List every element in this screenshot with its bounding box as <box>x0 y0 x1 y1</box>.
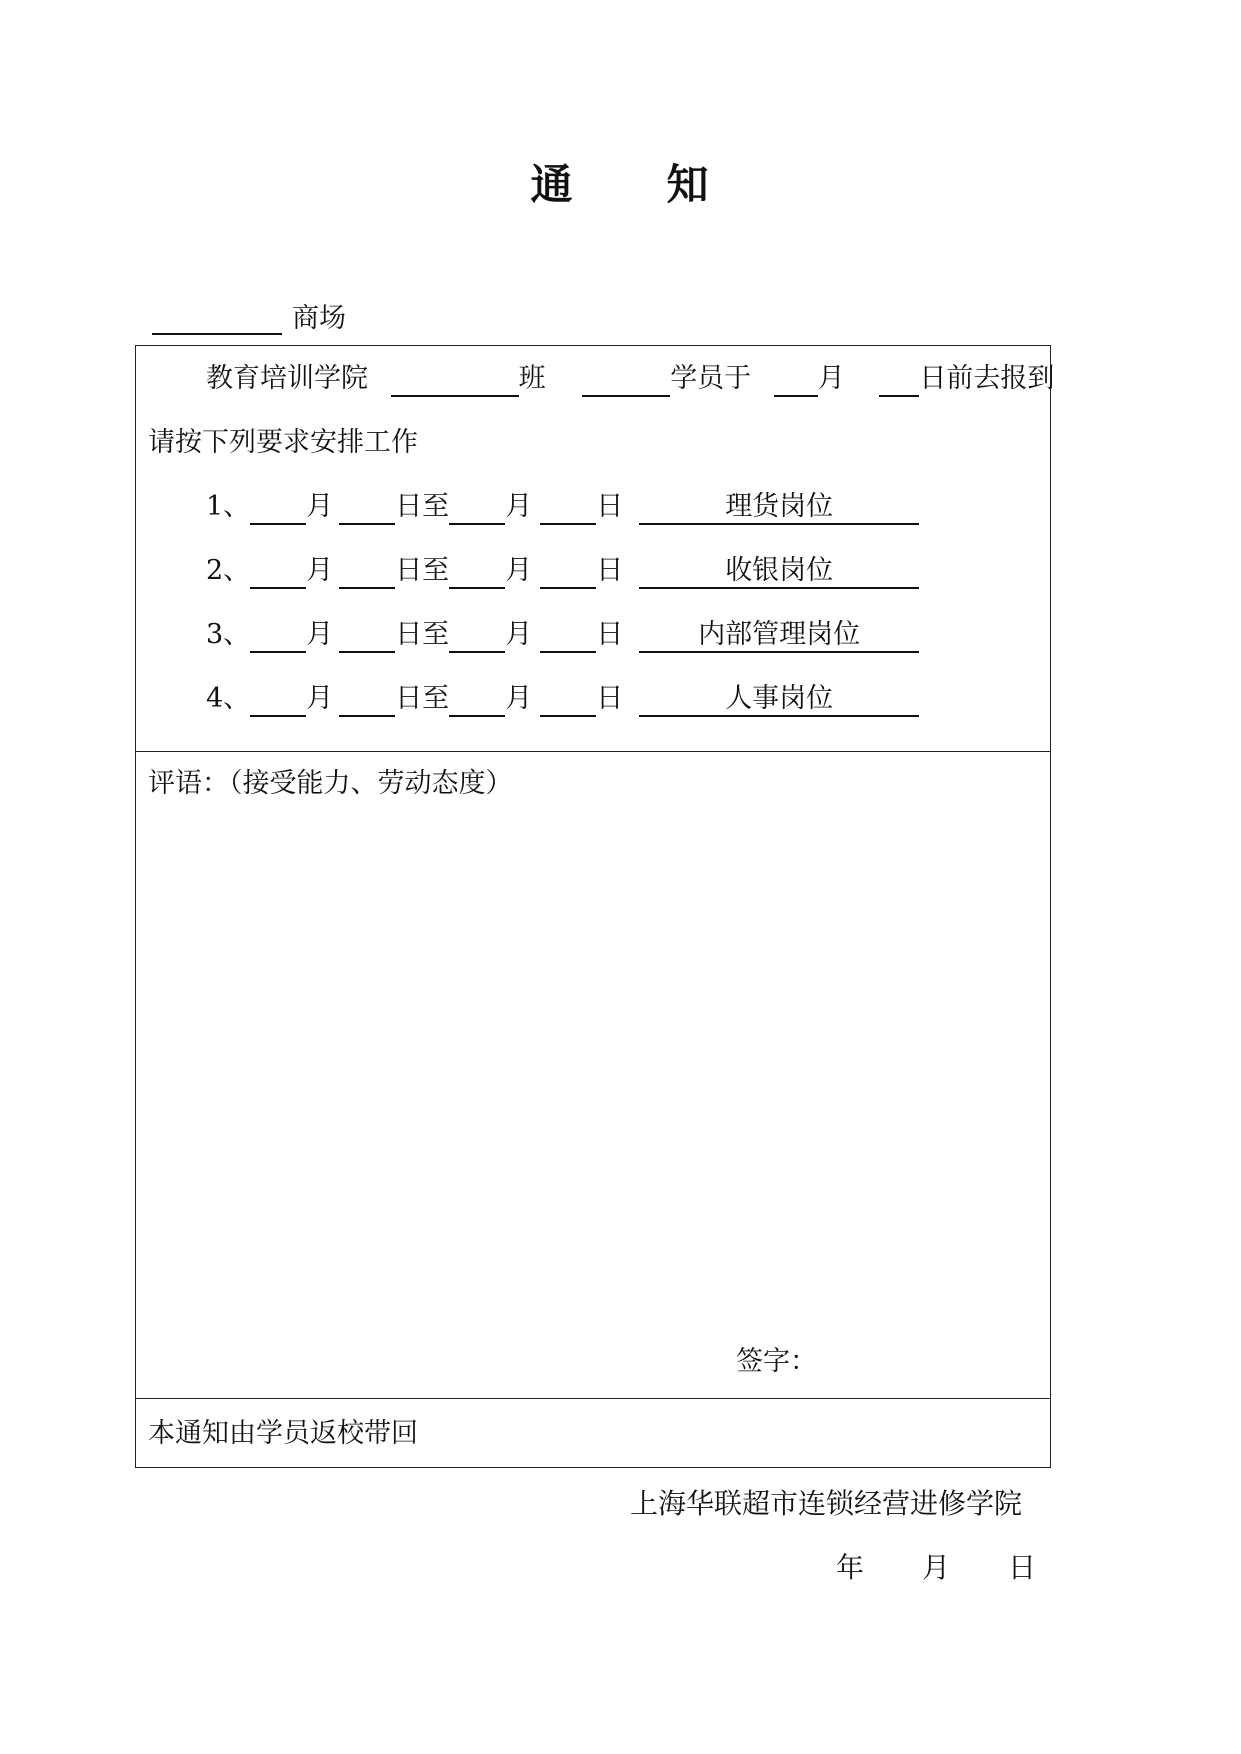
signature-label: 签字： <box>736 1346 817 1377</box>
intro-part-5: 日前去报到 <box>919 363 1055 394</box>
month-label: 月 <box>505 491 533 522</box>
post-field[interactable]: 内部管理岗位 <box>639 619 919 653</box>
store-line <box>152 296 346 335</box>
row-number: 1、 <box>206 491 251 522</box>
day-to-label: 日至 <box>395 491 450 522</box>
month-label: 月 <box>306 683 334 714</box>
date-year-label: 年 <box>836 1551 865 1584</box>
intro-part-2: 班 <box>518 363 546 394</box>
month-label: 月 <box>306 491 334 522</box>
date-month-label: 月 <box>922 1551 951 1584</box>
intro-line-1 <box>206 361 1054 397</box>
start-month-blank[interactable] <box>250 685 306 717</box>
end-month-blank[interactable] <box>449 493 505 525</box>
month-label: 月 <box>306 555 334 586</box>
row-number: 3、 <box>206 619 251 650</box>
intro-line-2: 请按下列要求安排工作 <box>148 427 418 458</box>
month-label: 月 <box>505 683 533 714</box>
intro-part-1: 教育培训学院 <box>206 363 368 394</box>
end-day-blank[interactable] <box>540 621 596 653</box>
start-day-blank[interactable] <box>339 557 395 589</box>
start-day-blank[interactable] <box>339 685 395 717</box>
row-number: 4、 <box>206 683 251 714</box>
month-label: 月 <box>505 619 533 650</box>
day-to-label: 日至 <box>395 619 450 650</box>
title-char-2: 知 <box>666 160 711 209</box>
store-name-blank[interactable] <box>152 303 282 335</box>
report-month-blank[interactable] <box>774 365 818 397</box>
month-label: 月 <box>306 619 334 650</box>
date-day-label: 日 <box>1008 1551 1037 1584</box>
schedule-row-1 <box>206 489 919 525</box>
intro-part-4: 月 <box>817 363 845 394</box>
schedule-row-2 <box>206 553 919 589</box>
day-label: 日 <box>596 619 624 650</box>
class-blank[interactable] <box>391 365 519 397</box>
start-day-blank[interactable] <box>339 621 395 653</box>
start-day-blank[interactable] <box>339 493 395 525</box>
end-day-blank[interactable] <box>540 557 596 589</box>
return-note: 本通知由学员返校带回 <box>148 1418 418 1449</box>
post-field[interactable]: 理货岗位 <box>639 491 919 525</box>
section-divider <box>136 751 1050 752</box>
day-to-label: 日至 <box>395 555 450 586</box>
start-month-blank[interactable] <box>250 621 306 653</box>
start-month-blank[interactable] <box>250 493 306 525</box>
day-to-label: 日至 <box>395 683 450 714</box>
day-label: 日 <box>596 683 624 714</box>
end-month-blank[interactable] <box>449 557 505 589</box>
student-blank[interactable] <box>582 365 670 397</box>
day-label: 日 <box>596 555 624 586</box>
end-day-blank[interactable] <box>540 493 596 525</box>
section-divider <box>136 1398 1050 1399</box>
post-field[interactable]: 人事岗位 <box>639 683 919 717</box>
end-month-blank[interactable] <box>449 685 505 717</box>
issue-date <box>836 1546 1036 1586</box>
issuing-organization: 上海华联超市连锁经营进修学院 <box>630 1487 1023 1520</box>
schedule-row-4 <box>206 681 919 717</box>
schedule-row-3 <box>206 617 919 653</box>
start-month-blank[interactable] <box>250 557 306 589</box>
notice-form <box>135 345 1055 1468</box>
title-char-1: 通 <box>530 160 575 209</box>
day-label: 日 <box>596 491 624 522</box>
store-label: 商场 <box>292 303 346 334</box>
intro-part-3: 学员于 <box>670 363 752 394</box>
row-number: 2、 <box>206 555 251 586</box>
report-day-blank[interactable] <box>879 365 919 397</box>
comment-label: 评语：（接受能力、劳动态度） <box>148 768 513 799</box>
end-month-blank[interactable] <box>449 621 505 653</box>
month-label: 月 <box>505 555 533 586</box>
post-field[interactable]: 收银岗位 <box>639 555 919 589</box>
page-title <box>0 152 1241 212</box>
end-day-blank[interactable] <box>540 685 596 717</box>
